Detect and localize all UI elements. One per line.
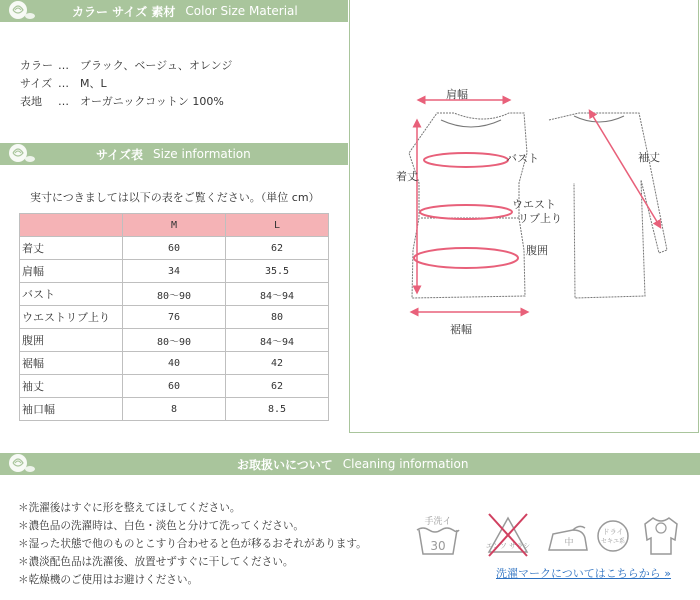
material-key: カラー <box>20 59 53 72</box>
cell-m: 8 <box>123 398 226 421</box>
size-table-header-l: L <box>226 214 329 237</box>
row-label: 肩幅 <box>20 260 123 283</box>
size-table-header-cell <box>20 214 123 237</box>
material-sep: … <box>58 94 69 108</box>
material-title: カラー サイズ 素材 <box>72 4 176 19</box>
row-label: バスト <box>20 283 123 306</box>
material-value: オーガニックコットン 100% <box>80 95 224 108</box>
label-hem: 裾幅 <box>450 323 472 336</box>
material-row-size <box>20 74 232 92</box>
material-row-fabric <box>20 92 232 110</box>
table-row <box>20 398 329 421</box>
handwash-temp: 30 <box>430 539 446 553</box>
garment-figure-box <box>349 0 699 433</box>
row-label: 裾幅 <box>20 352 123 375</box>
cell-l: 62 <box>226 237 329 260</box>
label-waist-2: リブ上り <box>518 212 562 225</box>
cell-m: 60 <box>123 375 226 398</box>
material-sep: … <box>58 58 69 72</box>
cell-l: 84〜94 <box>226 283 329 306</box>
material-subtitle: Color Size Material <box>185 4 298 18</box>
row-label: 袖口幅 <box>20 398 123 421</box>
list-item: ＊洗濯後はすぐに形を整えてほしてください。 <box>18 501 241 514</box>
dryclean-text-1: ドライ <box>602 528 624 536</box>
material-sep: … <box>58 76 69 90</box>
size-header <box>0 143 348 165</box>
cell-m: 76 <box>123 306 226 329</box>
label-sleeve: 袖丈 <box>638 151 660 164</box>
cell-l: 62 <box>226 375 329 398</box>
material-value: ブラック、ベージュ、オレンジ <box>80 59 233 72</box>
bleach-text: エンソ サラシ <box>485 542 531 550</box>
row-label: 着丈 <box>20 237 123 260</box>
cleaning-header <box>0 453 700 475</box>
label-bust: バスト <box>506 152 539 165</box>
cell-l: 84〜94 <box>226 329 329 352</box>
shirt-icon <box>641 510 681 558</box>
row-label: 袖丈 <box>20 375 123 398</box>
cell-m: 80〜90 <box>123 329 226 352</box>
list-item: ＊濃色品の洗濯時は、白色・淡色と分けて洗ってください。 <box>18 519 305 532</box>
rose-icon <box>6 0 36 24</box>
size-table-header-row <box>20 214 329 237</box>
cell-m: 40 <box>123 352 226 375</box>
size-table-header-m: M <box>123 214 226 237</box>
label-waist-1: ウエスト <box>512 198 556 211</box>
no-bleach-icon <box>483 510 533 558</box>
care-label-link[interactable]: 洗濯マークについてはこちらから » <box>496 567 672 580</box>
material-header <box>0 0 348 22</box>
material-row-color <box>20 56 232 74</box>
size-table <box>19 213 329 421</box>
care-icons <box>413 510 693 558</box>
row-label: ウエストリブ上り <box>20 306 123 329</box>
size-subtitle: Size information <box>153 147 251 161</box>
material-key: 表地 <box>20 95 42 108</box>
size-note: 実寸につきましては以下の表をご覧ください。（単位 cm） <box>30 191 320 204</box>
dryclean-icon <box>593 510 633 558</box>
row-label: 腹囲 <box>20 329 123 352</box>
cell-m: 34 <box>123 260 226 283</box>
rose-icon <box>6 451 36 477</box>
label-length: 着丈 <box>396 170 418 183</box>
list-item: ＊乾燥機のご使用はお避けください。 <box>18 573 199 586</box>
label-shoulder: 肩幅 <box>446 88 468 101</box>
cell-l: 42 <box>226 352 329 375</box>
cell-l: 8.5 <box>226 398 329 421</box>
rose-icon <box>6 141 36 167</box>
material-value: M、L <box>80 77 107 90</box>
cell-m: 80〜90 <box>123 283 226 306</box>
iron-text: 中 <box>564 538 574 548</box>
handwash-icon <box>413 510 463 558</box>
table-row <box>20 260 329 283</box>
iron-icon <box>543 510 593 558</box>
dryclean-text-2: セキユ系 <box>600 538 626 545</box>
cleaning-subtitle: Cleaning information <box>342 457 469 471</box>
list-item: ＊濃淡配色品は洗濯後、放置せずすぐに干してください。 <box>18 555 294 568</box>
cell-l: 35.5 <box>226 260 329 283</box>
table-row <box>20 283 329 306</box>
handwash-text: 手洗イ <box>424 517 452 527</box>
table-row <box>20 306 329 329</box>
size-title: サイズ表 <box>96 147 144 162</box>
table-row <box>20 375 329 398</box>
material-key: サイズ <box>20 77 53 90</box>
label-belly: 腹囲 <box>526 244 548 257</box>
cleaning-list <box>18 498 367 588</box>
cell-m: 60 <box>123 237 226 260</box>
cell-l: 80 <box>226 306 329 329</box>
table-row <box>20 329 329 352</box>
table-row <box>20 352 329 375</box>
material-list <box>20 56 232 110</box>
cleaning-title: お取扱いについて <box>237 457 333 472</box>
table-row <box>20 237 329 260</box>
list-item: ＊湿った状態で他のものとこすり合わせると色が移るおそれがあります。 <box>18 537 367 550</box>
